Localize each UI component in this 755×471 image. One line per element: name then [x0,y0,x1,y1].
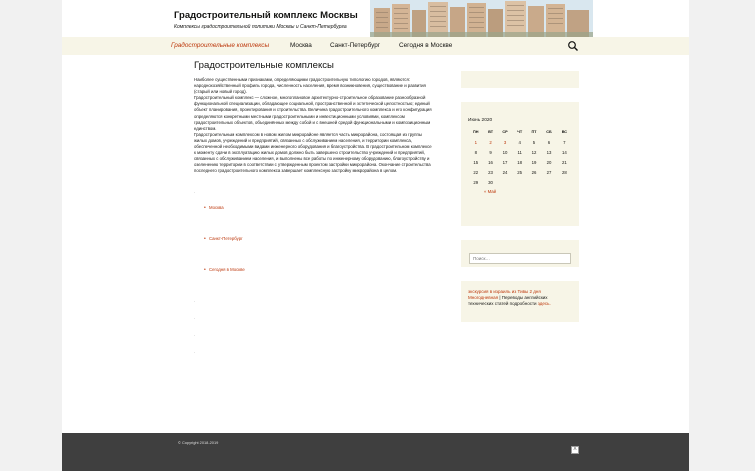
calendar-day: 18 [517,159,523,165]
trailing-dots [194,298,432,366]
site-title[interactable]: Градостроительный комплекс Москвы [174,10,358,21]
calendar-weekday: ПТ [531,130,537,134]
multiday-link[interactable]: Многодневная [468,295,499,300]
calendar-day: 28 [561,169,567,175]
page-title: Градостроительные комплексы [194,60,334,71]
calendar-day[interactable]: 2 [489,139,492,145]
list-link-today-moscow[interactable]: • Сегодня в Москве [194,267,432,298]
calendar-week [468,157,572,167]
calendar-day: 27 [546,169,552,175]
page [62,0,689,471]
calendar-day: 15 [473,159,479,165]
calendar-day: 21 [561,159,567,165]
empty-widget [461,71,579,88]
list-link-moscow[interactable]: • Москва [194,205,432,236]
search-icon[interactable] [567,40,579,52]
calendar-day: 30 [488,179,493,185]
excursion-link[interactable]: экскурсия в израиль из Тивы 2 дня [468,289,541,294]
sidebar [461,71,579,336]
calendar-day: 17 [502,159,508,165]
calendar-week [468,167,572,177]
calendar-day: 12 [531,149,537,155]
copyright-text: © Copyright 2018-2019 [178,440,219,445]
calendar-empty-cell [498,177,513,187]
nav-item-spb[interactable]: Санкт-Петербург [330,42,381,49]
entry-body [194,77,432,175]
calendar-day: 6 [547,139,551,145]
calendar-day[interactable]: 3 [503,139,507,145]
calendar-day: 24 [502,169,508,175]
calendar-empty-cell [541,177,557,187]
city-buildings-illustration [370,0,593,37]
calendar-day: 16 [488,159,493,165]
calendar-day: 7 [563,139,566,145]
calendar-day: 29 [473,179,479,185]
paragraph: Наиболее существенными признаками, определяющими градостроительную типологию городов, являются: народнохозяйственный профиль города, численность населения, время возникновения, существование и развития (старый или новый город). [194,77,426,95]
main-content [194,60,432,366]
separator-dot: . [194,188,196,194]
calendar-day: 20 [546,159,552,165]
calendar-weekday: ЧТ [517,130,523,134]
calendar-empty-cell [527,177,541,187]
search-widget [461,240,579,267]
site-header [62,0,689,37]
paragraph: Градостроительный комплекс — сложное, многоплановое архитектурно-строительное образование разнообразной функциональной специализации, обладающее социальной, пространственной и эстетической целостностью; единый объект планирования, проектирования и строительства. Величина градостроительного комплекса и его конфигурация определяются конкретными местными градостроительными и инвестиционными условиями, комплексом градостроительных объектов, объединённых между собой и с внешней средой функциональными и композиционным единством. [194,95,432,131]
calendar-empty-cell [513,177,527,187]
header-image[interactable] [370,0,593,37]
paragraph: Градостроительным комплексом в новом жилом микрорайоне является часть микрорайона, состоящая из группы жилых домов, учреждений и предприятий, связанных с обслуживанием населения, и территории комплекса, обеспеченной необходимыми видами инженерного оборудования и благоустройства. В градостроительном комплексе к моменту сдачи в эксплуатацию жилых домов должно быть завершено строительство учреждений и предприятий, связанных с обслуживанием населения, и выполнены все работы по инженерному оборудованию, благоустройству и озеленению территории в соответствии с утвержденным проектом застройки микрорайона. Окончание строительства последнего градостроительного комплекса завершает комплексную застройку микрорайона в целом. [194,131,432,174]
calendar-day: 10 [502,149,508,155]
calendar-day: 13 [546,149,552,155]
separator-dot: . [194,348,196,354]
nav-item-moscow[interactable]: Москва [290,42,312,49]
nav-item-complexes[interactable]: Градостроительные комплексы [171,42,270,49]
calendar-weekday: СР [502,130,508,134]
up-arrow-icon[interactable]: ˄ [571,446,579,454]
calendar-week [468,137,572,147]
entry-list [194,189,432,366]
calendar-table [468,127,572,187]
list-link-spb[interactable]: • Санкт-Петербург [194,236,432,267]
calendar-day: 26 [531,169,537,175]
site-footer [62,433,689,471]
separator-dot: . [194,331,196,337]
text-widget-middle: | Переводы английских технических статей подробности [468,295,548,306]
calendar-weekday: СБ [546,130,552,134]
separator-dot: . [194,297,196,303]
calendar-empty-cell [557,177,572,187]
calendar-day: 8 [474,149,477,155]
calendar-day[interactable]: 1 [474,139,477,145]
calendar-widget [461,102,579,226]
calendar-day: 4 [518,139,521,145]
calendar-week [468,177,572,187]
site-description: Комплексы градостроительной политики Москвы и Санкт-Петербурга [174,24,347,30]
calendar-caption: Июнь 2020 [468,118,493,123]
search-input[interactable] [469,253,571,264]
here-link[interactable]: здесь. [537,301,551,306]
calendar-day: 11 [517,149,522,155]
calendar-weekday: ВТ [488,130,494,134]
calendar-day: 22 [473,169,479,175]
calendar-day: 5 [532,139,536,145]
calendar-prev-link[interactable]: « Май [484,189,497,194]
calendar-day: 19 [531,159,537,165]
calendar-weekday: ПН [473,130,479,134]
separator-dot: . [194,314,196,320]
calendar-day: 14 [561,149,567,155]
calendar-day: 9 [489,149,492,155]
calendar-day: 23 [488,169,493,175]
nav-item-today-moscow[interactable]: Сегодня в Москве [399,42,453,49]
text-widget [461,281,579,322]
calendar-day: 25 [517,169,523,175]
calendar-week [468,147,572,157]
calendar-weekday: ВС [561,130,568,134]
main-navigation [62,37,689,55]
